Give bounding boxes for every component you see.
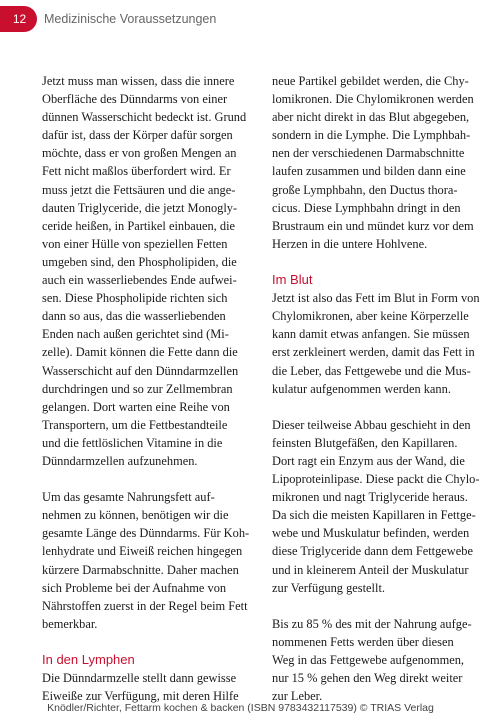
text-line: Chylomikronen, aber keine Körperzelle bbox=[272, 309, 469, 324]
text-line: muss jetzt die Fettsäuren und die ange- bbox=[42, 182, 236, 197]
text-line: Herzen in die untere Hohlvene. bbox=[272, 236, 428, 251]
text-line: Fett nicht maßlos überfordert wird. Er bbox=[42, 164, 231, 179]
text-line: Dieser teilweise Abbau geschieht in den bbox=[272, 417, 471, 432]
text-line: möchte, dass er von großen Mengen an bbox=[42, 146, 237, 161]
text-line: Bis zu 85 % des mit der Nahrung aufge- bbox=[272, 616, 472, 631]
page-header bbox=[0, 6, 481, 32]
text-line: webe und Muskulatur befinden, werden bbox=[272, 526, 470, 541]
text-line: Enden nach außen gerichtet sind (Mi- bbox=[42, 327, 229, 342]
text-line: Um das gesamte Nahrungsfett auf- bbox=[42, 490, 215, 505]
text-line: und in kleinerem Anteil der Muskulatur bbox=[272, 562, 469, 577]
text-line: Weg in das Fettgewebe aufgenommen, bbox=[272, 653, 465, 667]
text-line: zelle). Damit können die Fette dann die bbox=[42, 345, 238, 360]
paragraph-gap bbox=[272, 597, 478, 615]
text-line: Dünndarmzellen aufzunehmen. bbox=[42, 453, 198, 468]
text-line: erst zerkleinert werden, damit das Fett in bbox=[272, 345, 475, 360]
text-line: Nährstoffen zuerst in der Regel beim Fett bbox=[42, 598, 248, 613]
paragraph-gap bbox=[42, 633, 248, 651]
text-line: Eiweiße zur Verfügung, mit deren Hilfe bbox=[42, 689, 239, 704]
text-line: und die fettlöslichen Vitamine in die bbox=[42, 435, 223, 450]
text-line: nen der verschiedenen Darmabschnitte bbox=[272, 146, 465, 161]
text-line: ceride heißen, in Partikel einbauen, die bbox=[42, 218, 236, 233]
text-line: kann damit etwas anfangen. Sie müssen bbox=[272, 327, 470, 342]
footer-copyright: Knödler/Richter, Fettarm kochen & backen (ISBN 9783432117539) © TRIAS Verlag bbox=[47, 702, 434, 714]
text-line: dann so aus, das die wasserliebenden bbox=[42, 309, 226, 324]
text-line: gesamte Länge des Dünndarms. Für Koh- bbox=[42, 526, 250, 541]
text-line: die Leber, das Fettgewebe und die Mus- bbox=[272, 363, 471, 378]
paragraph-gap bbox=[272, 398, 478, 416]
paragraph-gap bbox=[272, 253, 478, 271]
text-line: kulatur aufgenommen werden kann. bbox=[272, 381, 451, 396]
text-line: neue Partikel gebildet werden, die Chy- bbox=[272, 74, 469, 88]
text-line: zur Verfügung gestellt. bbox=[272, 580, 385, 595]
text-line: Da sich die meisten Kapillaren in Fettge- bbox=[272, 508, 476, 523]
section-heading: In den Lymphen bbox=[42, 652, 135, 667]
text-line: sich Probleme bei der Aufnahme von bbox=[42, 580, 227, 595]
text-line: Die Dünndarmzelle stellt dann gewisse bbox=[42, 671, 237, 686]
text-line: Brustraum ein und mündet kurz vor dem bbox=[272, 218, 474, 233]
text-line: Oberfläche des Dünndarms von einer bbox=[42, 92, 228, 107]
text-line: Jetzt muss man wissen, dass die innere bbox=[42, 74, 235, 88]
text-line: mikronen und nagt Triglyceride heraus. bbox=[272, 490, 468, 505]
text-line: dafür ist, dass der Körper dafür sorgen bbox=[42, 128, 233, 143]
text-line: lomikronen. Die Chylomikronen werden bbox=[272, 92, 474, 107]
text-line: lenhydrate und Eiweiß reichen hingegen bbox=[42, 544, 243, 559]
text-line: diese Triglyceride dann dem Fettgewebe bbox=[272, 544, 473, 559]
text-line: dauten Triglyceride, die jetzt Monogly- bbox=[42, 200, 238, 215]
text-line: feinsten Blutgefäßen, den Kapillaren. bbox=[272, 435, 458, 450]
text-line: nur 15 % gehen den Weg direkt weiter bbox=[272, 671, 463, 686]
text-line: bemerkbar. bbox=[42, 616, 98, 631]
text-line: durchdringen und so zur Zellmembran bbox=[42, 381, 233, 396]
text-line: Wasserschicht auf den Dünndarmzellen bbox=[42, 363, 239, 378]
paragraph-gap bbox=[42, 470, 248, 488]
text-line: sondern in die Lymphe. Die Lymphbah- bbox=[272, 128, 471, 143]
text-line: cicus. Diese Lymphbahn dringt in den bbox=[272, 200, 461, 215]
text-line: große Lymphbahn, den Ductus thora- bbox=[272, 182, 458, 197]
section-heading: Im Blut bbox=[272, 272, 313, 288]
text-line: Lipoproteinlipase. Diese packt die Chylo- bbox=[272, 472, 480, 487]
page-number: 12 bbox=[0, 6, 37, 32]
text-line: kürzere Darmabschnitte. Daher machen bbox=[42, 562, 239, 577]
text-line: dünnen Wasserschicht bedeckt ist. Grund bbox=[42, 110, 247, 125]
text-line: von einer Hülle von speziellen Fetten bbox=[42, 236, 228, 251]
text-line: aber nicht direkt in das Blut abgegeben, bbox=[272, 110, 470, 125]
left-text-column bbox=[42, 72, 248, 705]
text-line: nehmen zu können, benötigen wir die bbox=[42, 508, 229, 523]
text-line: Transportern, um die Fettbestandteile bbox=[42, 417, 228, 432]
text-line: zur Leber. bbox=[272, 689, 323, 704]
text-line: laufen zusammen und bilden dann eine bbox=[272, 164, 466, 179]
right-text-column bbox=[272, 72, 478, 705]
text-line: Jetzt ist also das Fett im Blut in Form von bbox=[272, 291, 480, 306]
text-line: gelangen. Dort warten eine Reihe von bbox=[42, 399, 230, 414]
running-title: Medizinische Voraussetzungen bbox=[44, 12, 217, 26]
text-line: auch ein wasserliebendes Ende aufwei- bbox=[42, 273, 237, 288]
text-line: umgeben sind, den Phospholipiden, die bbox=[42, 254, 237, 269]
text-line: sen. Diese Phospholipide richten sich bbox=[42, 291, 228, 306]
text-line: Dort ragt ein Enzym aus der Wand, die bbox=[272, 453, 465, 468]
text-line: nommenen Fetts werden über diesen bbox=[272, 634, 454, 649]
